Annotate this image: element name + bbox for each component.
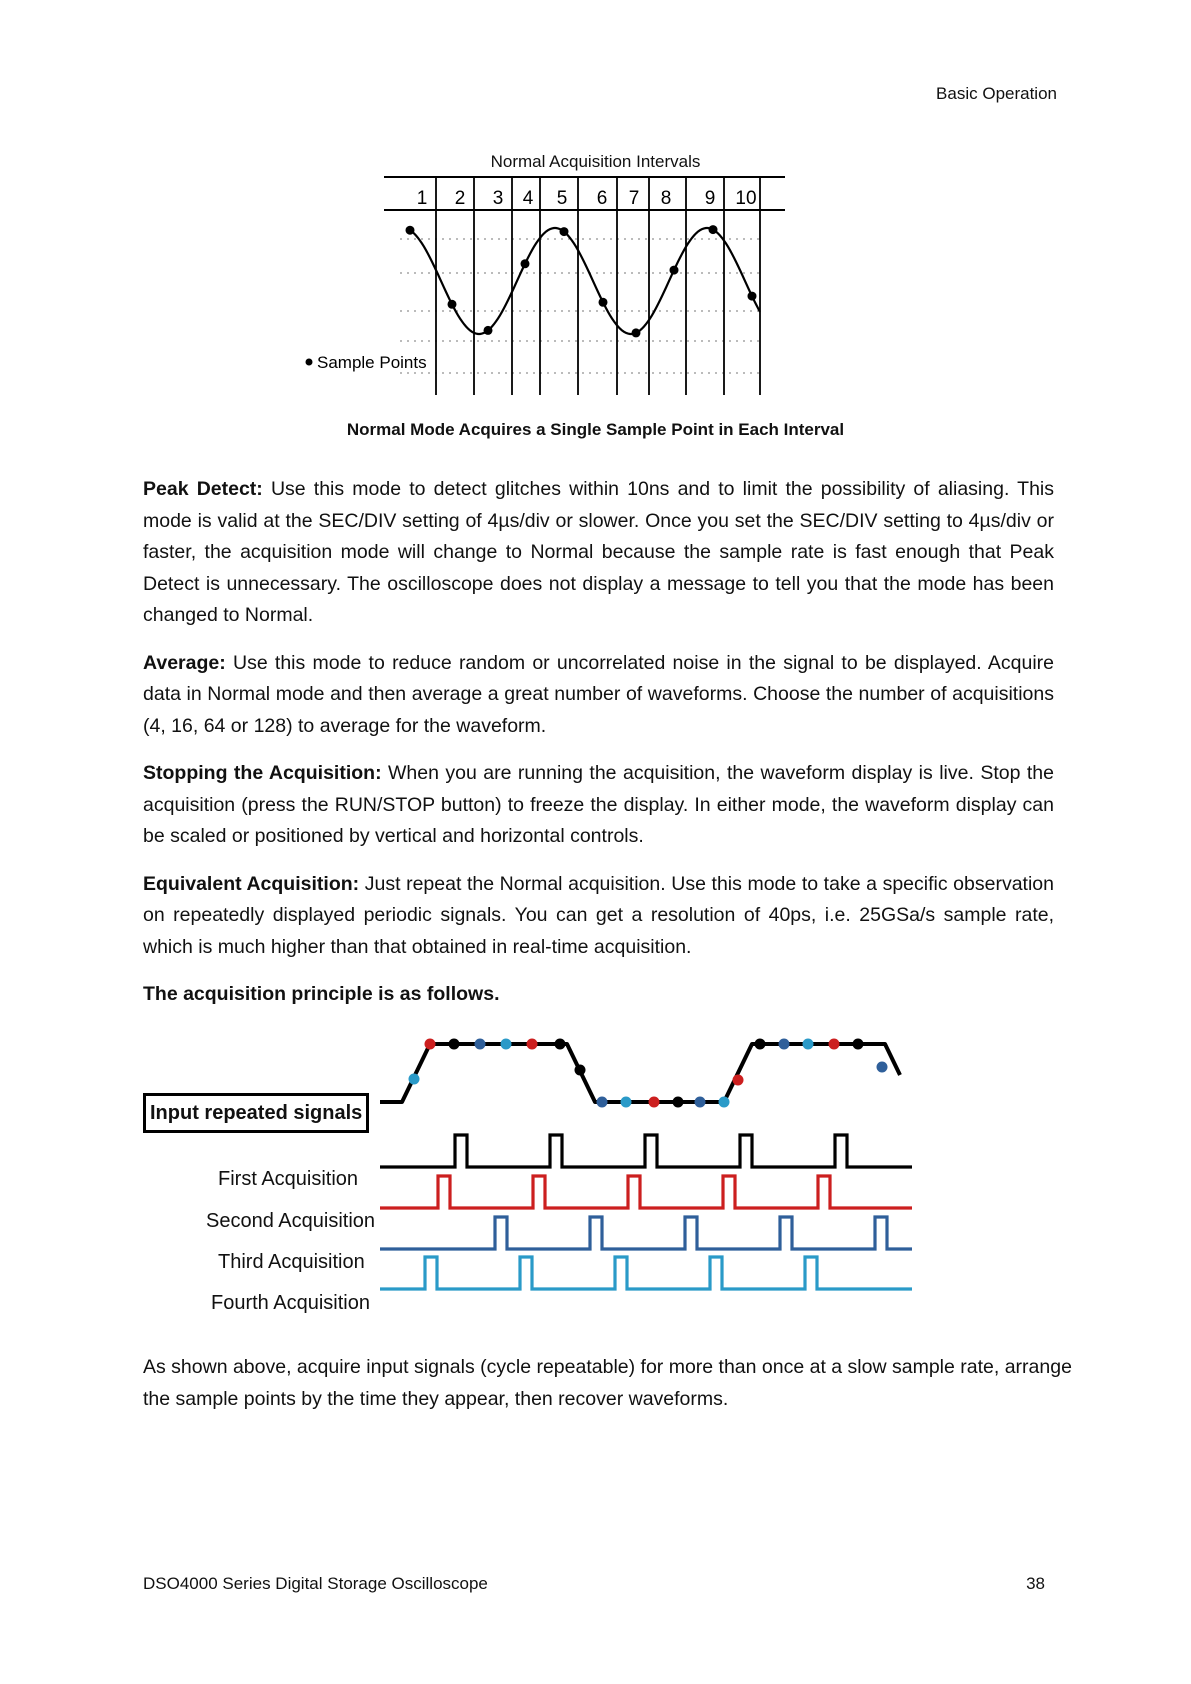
signal-sample-point [575, 1065, 586, 1076]
principle-heading: The acquisition principle is as follows. [143, 983, 500, 1005]
signal-sample-point [877, 1062, 888, 1073]
interval-label: 10 [735, 188, 757, 209]
signal-sample-point [555, 1039, 566, 1050]
signal-sample-point [475, 1039, 486, 1050]
section-header: Basic Operation [936, 84, 1057, 103]
interval-labels [417, 188, 757, 209]
sample-point [670, 266, 679, 275]
signal-sample-point [803, 1039, 814, 1050]
signal-sample-point [527, 1039, 538, 1050]
signal-sample-point [779, 1039, 790, 1050]
acquisition-pulse-trains [380, 1135, 912, 1289]
sample-point [599, 298, 608, 307]
sample-point [632, 328, 641, 337]
interval-label: 8 [660, 188, 672, 209]
interval-label: 5 [556, 188, 568, 209]
figure1-title: Normal Acquisition Intervals [490, 152, 701, 171]
paragraph-stopping: Stopping the Acquisition: When you are running the acquisition, the waveform display is live. Stop the acquisition (press the RUN/STOP button) to freeze the display. In either mode, the waveform display can be scaled or positioned by vertical and horizontal controls. [143, 762, 1054, 847]
sample-point [521, 259, 530, 268]
body-text [143, 474, 1054, 1027]
sample-point [560, 227, 569, 236]
sample-point [484, 326, 493, 335]
acquisition-pulse-train [380, 1257, 912, 1289]
interval-label: 1 [416, 188, 428, 209]
acquisition-pulse-train [380, 1135, 912, 1167]
acquisition-pulse-train [380, 1176, 912, 1208]
input-signals-label: Input repeated signals [143, 1093, 369, 1133]
signal-sample-points [409, 1039, 888, 1108]
signal-sample-point [501, 1039, 512, 1050]
second-acquisition-label: Second Acquisition [206, 1210, 376, 1232]
normal-acquisition-figure [300, 175, 800, 405]
interval-label: 7 [628, 188, 640, 209]
paragraph-peak-detect: Peak Detect: Use this mode to detect glitches within 10ns and to limit the possibility of aliasing. This mode is valid at the SEC/DIV setting of 4µs/div or slower. Once you set the SEC/DIV setting to 4µs/div or faster, the acquisition mode will change to Normal because the sample rate is fast enough that Peak Detect is unnecessary. The oscilloscope does not display a message to tell you that the mode has been changed to Normal. [143, 478, 1055, 626]
footer-title: DSO4000 Series Digital Storage Oscilloscope [143, 1574, 488, 1593]
input-signal-trace [380, 1044, 900, 1102]
signal-sample-point [829, 1039, 840, 1050]
signal-sample-point [621, 1097, 632, 1108]
interval-label: 9 [704, 188, 716, 209]
signal-sample-point [733, 1075, 744, 1086]
paragraph-equivalent: Equivalent Acquisition: Just repeat the Normal acquisition. Use this mode to take a specific observation on repeatedly displayed periodic signals. You can get a resolution of 40ps, i.e. 25GSa/s sample rate, which is much higher than that obtained in real-time acquisition. [143, 872, 1054, 958]
third-acquisition-label: Third Acquisition [218, 1251, 365, 1273]
signal-sample-point [409, 1074, 420, 1085]
signal-sample-point [449, 1039, 460, 1050]
interval-label: 3 [492, 188, 504, 209]
signal-sample-point [425, 1039, 436, 1050]
signal-sample-point [673, 1097, 684, 1108]
signal-sample-point [719, 1097, 730, 1108]
sample-point [406, 226, 415, 235]
signal-sample-point [649, 1097, 660, 1108]
signal-sample-point [853, 1039, 864, 1050]
sample-point [448, 300, 457, 309]
first-acquisition-label: First Acquisition [218, 1168, 359, 1190]
legend-sample-points: Sample Points [317, 353, 427, 372]
interval-label: 4 [522, 188, 534, 209]
legend-dot-icon [306, 359, 313, 366]
signal-sample-point [755, 1039, 766, 1050]
figure1-caption: Normal Mode Acquires a Single Sample Point in Each Interval [346, 420, 845, 439]
sample-points [406, 225, 757, 337]
figure1-grid [384, 177, 785, 405]
paragraph-average: Average: Use this mode to reduce random or uncorrelated noise in the signal to be displayed. Acquire data in Normal mode and then average a great number of waveforms. Choose the number of acquisitions (4, 16, 64 or 128) to average for the waveform. [143, 651, 1054, 737]
fourth-acquisition-label: Fourth Acquisition [211, 1292, 370, 1314]
signal-sample-point [695, 1097, 706, 1108]
acquisition-pulse-train [380, 1217, 912, 1249]
sine-waveform [408, 228, 760, 334]
signal-sample-point [597, 1097, 608, 1108]
sample-point [709, 225, 718, 234]
interval-label: 2 [454, 188, 466, 209]
page-number: 38 [1026, 1574, 1045, 1593]
interval-label: 6 [596, 188, 608, 209]
sample-point [748, 292, 757, 301]
closing-paragraph: As shown above, acquire input signals (cycle repeatable) for more than once at a slow sample rate, arrange the sample points by the time they appear, then recover waveforms. [143, 1356, 1072, 1410]
